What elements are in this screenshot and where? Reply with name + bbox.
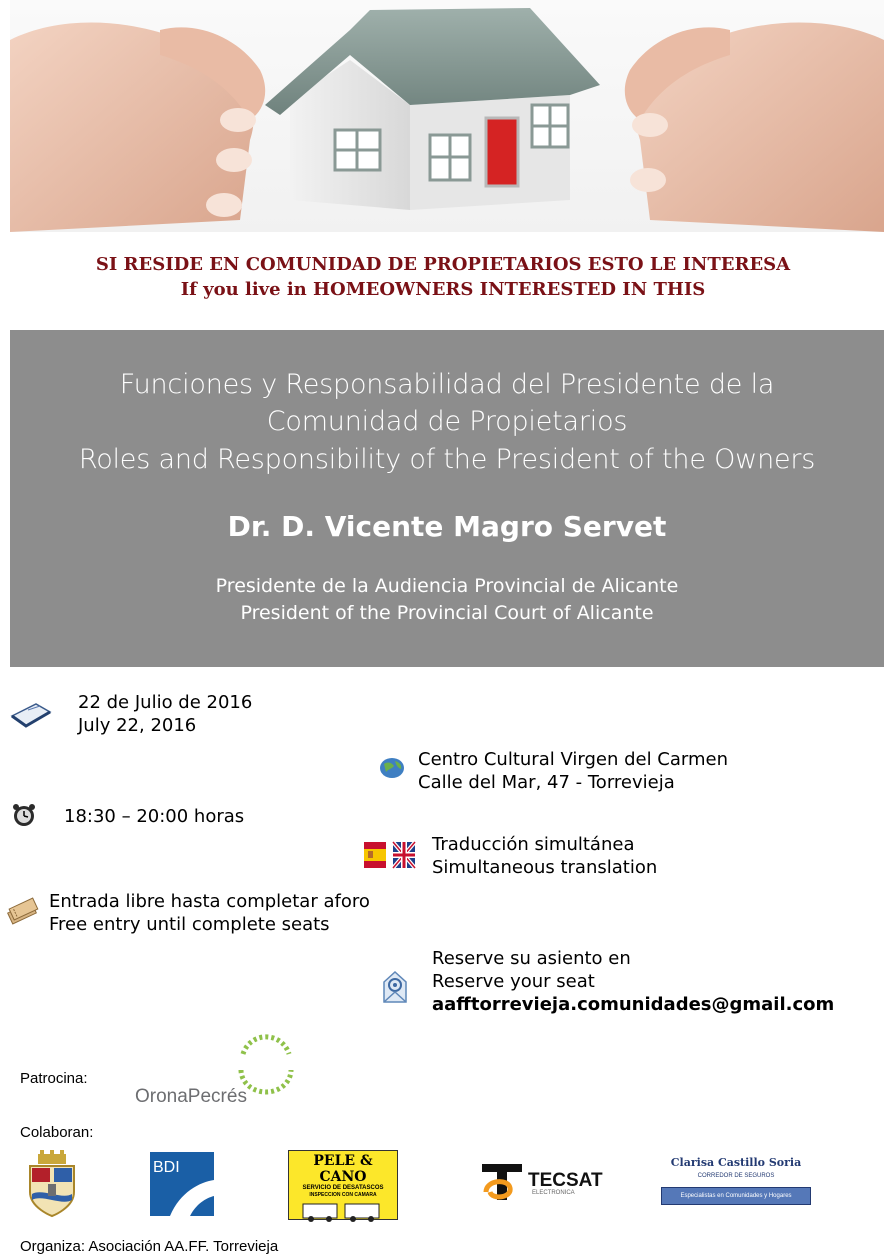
speaker-position-en: President of the Provincial Court of Alicante <box>240 602 654 624</box>
date-es: 22 de Julio de 2016 <box>78 692 253 713</box>
colaboran-label: Colaboran: <box>20 1124 94 1141</box>
date-block <box>78 691 252 737</box>
tecsat-mark-icon <box>480 1162 524 1204</box>
venue-block <box>418 748 728 794</box>
translation-en: Simultaneous translation <box>432 857 658 878</box>
bdi-logo-text: BDI <box>153 1159 180 1176</box>
translation-es: Traducción simultánea <box>432 834 635 855</box>
clock-icon <box>10 802 38 828</box>
reserve-en: Reserve your seat <box>432 971 595 992</box>
globe-icon <box>378 755 406 781</box>
clarisa-tagline: Especialistas en Comunidades y Hogares <box>661 1187 811 1205</box>
speaker-name: Dr. D. Vicente Magro Servet <box>227 510 667 543</box>
hero-image <box>10 0 884 232</box>
tecsat-logo <box>480 1162 610 1206</box>
tecsat-sub: ELECTRONICA <box>532 1190 575 1196</box>
pele-cano-logo <box>288 1150 398 1220</box>
speaker-position-es: Presidente de la Audiencia Provincial de Alicante <box>215 575 679 597</box>
uk-flag-icon <box>393 842 415 868</box>
title-banner <box>10 330 884 667</box>
venue-name: Centro Cultural Virgen del Carmen <box>418 749 728 770</box>
title-es-line1: Funciones y Responsabilidad del Presidente de la <box>119 369 775 400</box>
email-icon <box>380 968 410 1008</box>
headline-en: If you live in HOMEOWNERS INTERESTED IN THIS <box>180 279 706 300</box>
patrocina-label: Patrocina: <box>20 1070 88 1087</box>
date-en: July 22, 2016 <box>78 715 197 736</box>
clarisa-name: Clarisa Castillo Soria <box>670 1156 802 1169</box>
clarisa-castillo-logo <box>660 1156 812 1212</box>
title-en: Roles and Responsibility of the President of the Owners <box>78 444 816 475</box>
flags-icon <box>364 842 416 868</box>
reserve-block <box>432 947 834 1016</box>
ticket-icon <box>6 898 38 928</box>
clarisa-sub: CORREDOR DE SEGUROS <box>697 1173 775 1179</box>
house-in-hands-illustration <box>10 0 884 232</box>
entry-block <box>49 890 370 936</box>
venue-address: Calle del Mar, 47 - Torrevieja <box>418 772 675 793</box>
reserve-es: Reserve su asiento en <box>432 948 631 969</box>
coat-of-arms-logo <box>22 1150 82 1220</box>
calendar-icon <box>10 700 52 730</box>
title-es-line2: Comunidad de Propietarios <box>266 406 628 437</box>
pele-cano-sub1: SERVICIO DE DESATASCOS <box>302 1185 384 1191</box>
spain-flag-icon <box>364 842 386 868</box>
headline-es: SI RESIDE EN COMUNIDAD DE PROPIETARIOS ESTO LE INTERESA <box>95 254 791 275</box>
time-text: 18:30 – 20:00 horas <box>64 806 245 827</box>
bdi-logo <box>150 1152 214 1216</box>
orona-logo-text: OronaPecrés <box>135 1086 247 1107</box>
vans-icon <box>289 1198 397 1228</box>
orona-pecres-logo <box>135 1036 305 1108</box>
entry-en: Free entry until complete seats <box>49 914 330 935</box>
tecsat-name: TECSAT <box>528 1170 603 1191</box>
translation-block <box>432 833 657 879</box>
pele-cano-title: PELE & CANO <box>313 1153 373 1185</box>
footer-cut-text: Organiza: Asociación AA.FF. Torrevieja <box>20 1238 279 1255</box>
pele-cano-sub2: INSPECCION CON CAMARA <box>309 1192 377 1198</box>
entry-es: Entrada libre hasta completar aforo <box>49 891 370 912</box>
reserve-email-link[interactable]: aafftorrevieja.comunidades@gmail.com <box>432 994 835 1015</box>
